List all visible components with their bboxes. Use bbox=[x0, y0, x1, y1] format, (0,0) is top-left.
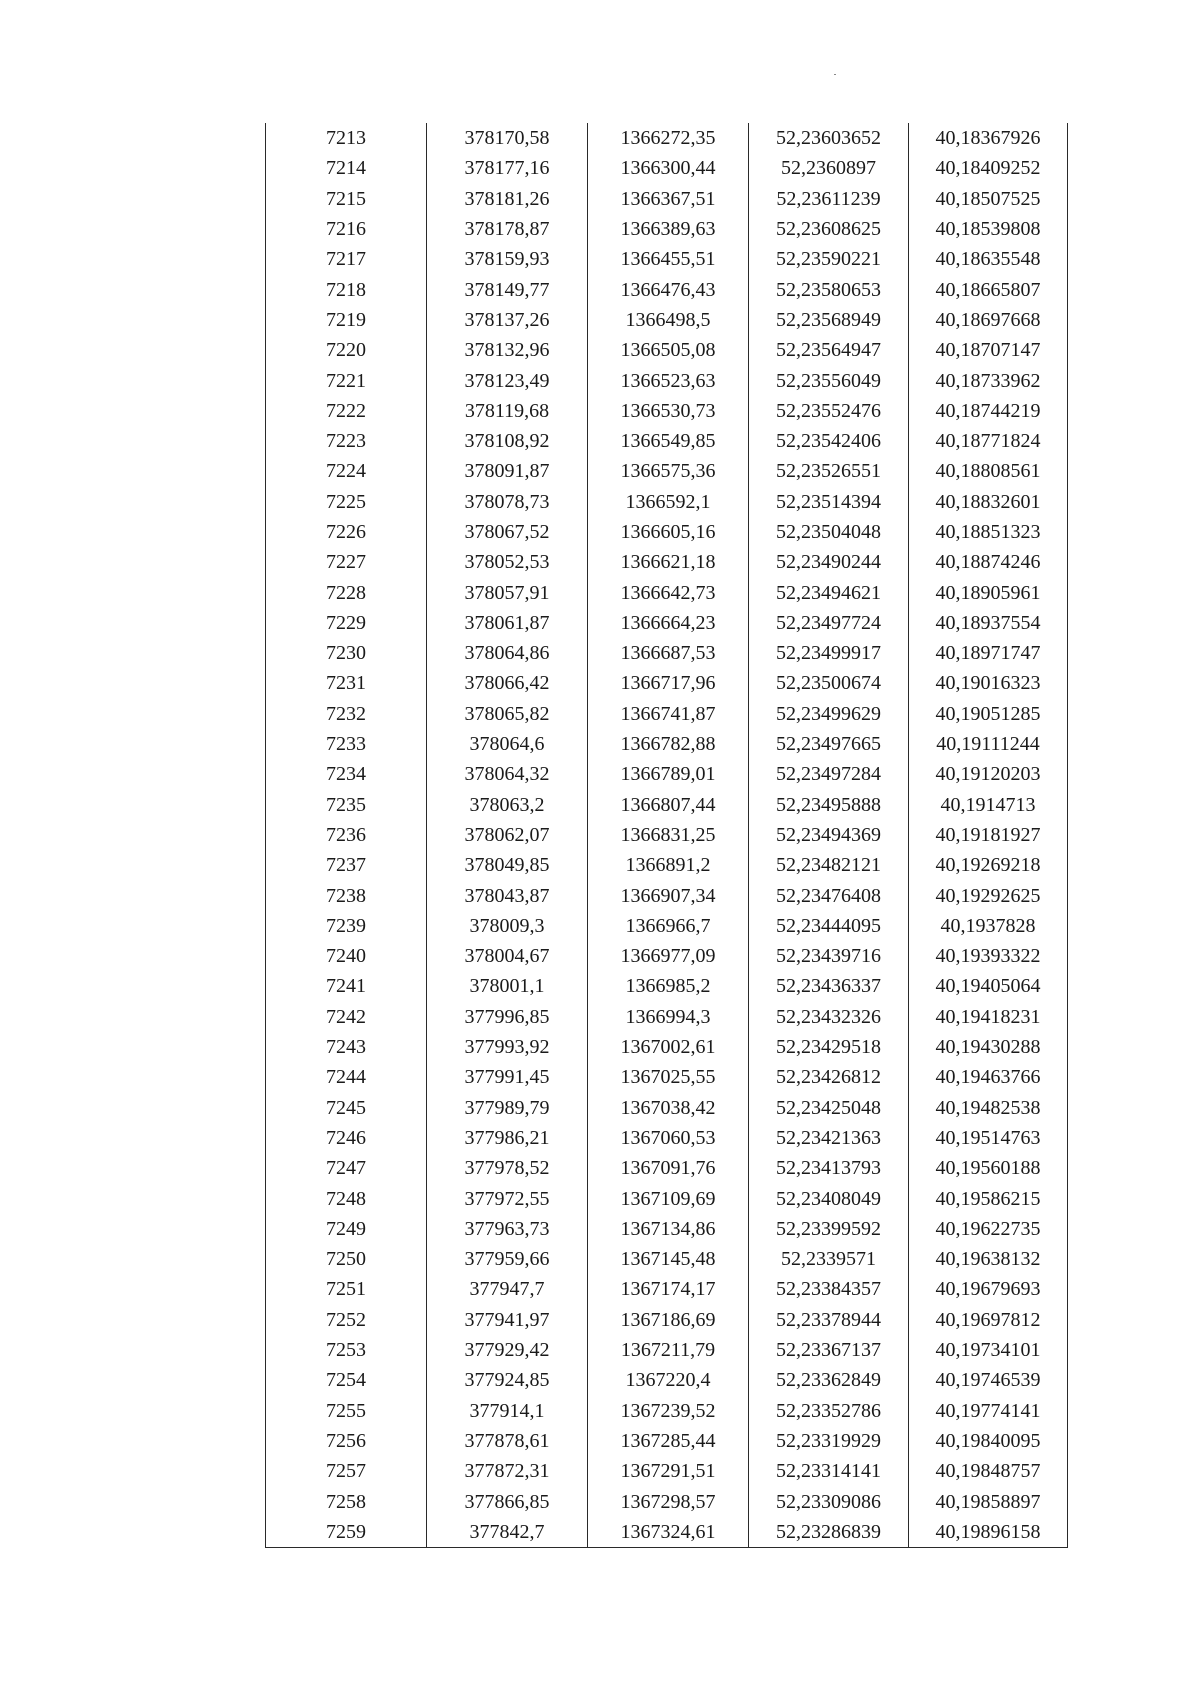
table-row bbox=[266, 638, 1068, 668]
point-number-cell: 7217 bbox=[266, 244, 427, 274]
point-number-cell: 7248 bbox=[266, 1183, 427, 1213]
x-coordinate-cell: 377941,97 bbox=[427, 1305, 588, 1335]
latitude-cell: 52,23611239 bbox=[749, 184, 909, 214]
point-number-cell: 7221 bbox=[266, 365, 427, 395]
x-coordinate-cell: 378062,07 bbox=[427, 820, 588, 850]
point-number-cell: 7220 bbox=[266, 335, 427, 365]
x-coordinate-cell: 378177,16 bbox=[427, 153, 588, 183]
latitude-cell: 52,2360897 bbox=[749, 153, 909, 183]
y-coordinate-cell: 1366549,85 bbox=[588, 426, 749, 456]
table-row bbox=[266, 1274, 1068, 1304]
table-row bbox=[266, 184, 1068, 214]
longitude-cell: 40,19746539 bbox=[909, 1365, 1068, 1395]
latitude-cell: 52,23580653 bbox=[749, 274, 909, 304]
latitude-cell: 52,23362849 bbox=[749, 1365, 909, 1395]
point-number-cell: 7257 bbox=[266, 1456, 427, 1486]
table-row bbox=[266, 699, 1068, 729]
table-row bbox=[266, 1517, 1068, 1548]
x-coordinate-cell: 378066,42 bbox=[427, 668, 588, 698]
longitude-cell: 40,19840095 bbox=[909, 1426, 1068, 1456]
latitude-cell: 52,23432326 bbox=[749, 1002, 909, 1032]
y-coordinate-cell: 1366807,44 bbox=[588, 790, 749, 820]
table-row bbox=[266, 820, 1068, 850]
y-coordinate-cell: 1367324,61 bbox=[588, 1517, 749, 1548]
latitude-cell: 52,23497665 bbox=[749, 729, 909, 759]
longitude-cell: 40,18851323 bbox=[909, 517, 1068, 547]
table-row bbox=[266, 759, 1068, 789]
table-row bbox=[266, 971, 1068, 1001]
longitude-cell: 40,18832601 bbox=[909, 487, 1068, 517]
point-number-cell: 7222 bbox=[266, 396, 427, 426]
latitude-cell: 52,23413793 bbox=[749, 1153, 909, 1183]
longitude-cell: 40,18937554 bbox=[909, 608, 1068, 638]
longitude-cell: 40,18744219 bbox=[909, 396, 1068, 426]
latitude-cell: 52,23444095 bbox=[749, 911, 909, 941]
point-number-cell: 7224 bbox=[266, 456, 427, 486]
y-coordinate-cell: 1366891,2 bbox=[588, 850, 749, 880]
x-coordinate-cell: 377996,85 bbox=[427, 1002, 588, 1032]
point-number-cell: 7239 bbox=[266, 911, 427, 941]
longitude-cell: 40,18733962 bbox=[909, 365, 1068, 395]
point-number-cell: 7244 bbox=[266, 1062, 427, 1092]
longitude-cell: 40,19514763 bbox=[909, 1123, 1068, 1153]
table-row bbox=[266, 517, 1068, 547]
y-coordinate-cell: 1366907,34 bbox=[588, 880, 749, 910]
y-coordinate-cell: 1366523,63 bbox=[588, 365, 749, 395]
table-row bbox=[266, 1456, 1068, 1486]
table-row bbox=[266, 487, 1068, 517]
y-coordinate-cell: 1366789,01 bbox=[588, 759, 749, 789]
y-coordinate-cell: 1366530,73 bbox=[588, 396, 749, 426]
table-row bbox=[266, 123, 1068, 153]
page-speck bbox=[834, 74, 836, 75]
table-row bbox=[266, 1395, 1068, 1425]
latitude-cell: 52,23608625 bbox=[749, 214, 909, 244]
point-number-cell: 7259 bbox=[266, 1517, 427, 1548]
latitude-cell: 52,23504048 bbox=[749, 517, 909, 547]
table-row bbox=[266, 244, 1068, 274]
table-row bbox=[266, 1093, 1068, 1123]
table-row bbox=[266, 577, 1068, 607]
table-row bbox=[266, 911, 1068, 941]
x-coordinate-cell: 378178,87 bbox=[427, 214, 588, 244]
point-number-cell: 7215 bbox=[266, 184, 427, 214]
table-row bbox=[266, 1153, 1068, 1183]
x-coordinate-cell: 377878,61 bbox=[427, 1426, 588, 1456]
point-number-cell: 7256 bbox=[266, 1426, 427, 1456]
table-row bbox=[266, 274, 1068, 304]
x-coordinate-cell: 378091,87 bbox=[427, 456, 588, 486]
longitude-cell: 40,19051285 bbox=[909, 699, 1068, 729]
table-row bbox=[266, 668, 1068, 698]
x-coordinate-cell: 378132,96 bbox=[427, 335, 588, 365]
longitude-cell: 40,18539808 bbox=[909, 214, 1068, 244]
x-coordinate-cell: 378049,85 bbox=[427, 850, 588, 880]
table-row bbox=[266, 1426, 1068, 1456]
point-number-cell: 7242 bbox=[266, 1002, 427, 1032]
x-coordinate-cell: 377993,92 bbox=[427, 1032, 588, 1062]
point-number-cell: 7246 bbox=[266, 1123, 427, 1153]
point-number-cell: 7251 bbox=[266, 1274, 427, 1304]
y-coordinate-cell: 1366476,43 bbox=[588, 274, 749, 304]
x-coordinate-cell: 378108,92 bbox=[427, 426, 588, 456]
longitude-cell: 40,19292625 bbox=[909, 880, 1068, 910]
latitude-cell: 52,23352786 bbox=[749, 1395, 909, 1425]
latitude-cell: 52,23497724 bbox=[749, 608, 909, 638]
y-coordinate-cell: 1367285,44 bbox=[588, 1426, 749, 1456]
y-coordinate-cell: 1366621,18 bbox=[588, 547, 749, 577]
point-number-cell: 7254 bbox=[266, 1365, 427, 1395]
y-coordinate-cell: 1366985,2 bbox=[588, 971, 749, 1001]
point-number-cell: 7216 bbox=[266, 214, 427, 244]
latitude-cell: 52,23436337 bbox=[749, 971, 909, 1001]
longitude-cell: 40,18697668 bbox=[909, 305, 1068, 335]
point-number-cell: 7218 bbox=[266, 274, 427, 304]
longitude-cell: 40,19586215 bbox=[909, 1183, 1068, 1213]
longitude-cell: 40,18905961 bbox=[909, 577, 1068, 607]
latitude-cell: 52,23429518 bbox=[749, 1032, 909, 1062]
latitude-cell: 52,23564947 bbox=[749, 335, 909, 365]
point-number-cell: 7252 bbox=[266, 1305, 427, 1335]
point-number-cell: 7255 bbox=[266, 1395, 427, 1425]
coordinates-table bbox=[265, 123, 1068, 1548]
longitude-cell: 40,19269218 bbox=[909, 850, 1068, 880]
longitude-cell: 40,18808561 bbox=[909, 456, 1068, 486]
longitude-cell: 40,18635548 bbox=[909, 244, 1068, 274]
longitude-cell: 40,19430288 bbox=[909, 1032, 1068, 1062]
y-coordinate-cell: 1367025,55 bbox=[588, 1062, 749, 1092]
point-number-cell: 7238 bbox=[266, 880, 427, 910]
y-coordinate-cell: 1366367,51 bbox=[588, 184, 749, 214]
point-number-cell: 7219 bbox=[266, 305, 427, 335]
latitude-cell: 52,23542406 bbox=[749, 426, 909, 456]
longitude-cell: 40,18665807 bbox=[909, 274, 1068, 304]
x-coordinate-cell: 377978,52 bbox=[427, 1153, 588, 1183]
point-number-cell: 7228 bbox=[266, 577, 427, 607]
longitude-cell: 40,19679693 bbox=[909, 1274, 1068, 1304]
longitude-cell: 40,19622735 bbox=[909, 1214, 1068, 1244]
table-row bbox=[266, 365, 1068, 395]
x-coordinate-cell: 378123,49 bbox=[427, 365, 588, 395]
table-row bbox=[266, 1335, 1068, 1365]
y-coordinate-cell: 1366505,08 bbox=[588, 335, 749, 365]
latitude-cell: 52,23499917 bbox=[749, 638, 909, 668]
table-row bbox=[266, 456, 1068, 486]
latitude-cell: 52,23378944 bbox=[749, 1305, 909, 1335]
y-coordinate-cell: 1367145,48 bbox=[588, 1244, 749, 1274]
longitude-cell: 40,19858897 bbox=[909, 1486, 1068, 1516]
latitude-cell: 52,23490244 bbox=[749, 547, 909, 577]
latitude-cell: 52,23384357 bbox=[749, 1274, 909, 1304]
y-coordinate-cell: 1367291,51 bbox=[588, 1456, 749, 1486]
x-coordinate-cell: 377914,1 bbox=[427, 1395, 588, 1425]
table-row bbox=[266, 850, 1068, 880]
y-coordinate-cell: 1366782,88 bbox=[588, 729, 749, 759]
x-coordinate-cell: 377986,21 bbox=[427, 1123, 588, 1153]
y-coordinate-cell: 1366717,96 bbox=[588, 668, 749, 698]
latitude-cell: 52,23494369 bbox=[749, 820, 909, 850]
table-row bbox=[266, 1062, 1068, 1092]
x-coordinate-cell: 378170,58 bbox=[427, 123, 588, 153]
x-coordinate-cell: 378001,1 bbox=[427, 971, 588, 1001]
x-coordinate-cell: 378064,86 bbox=[427, 638, 588, 668]
x-coordinate-cell: 378065,82 bbox=[427, 699, 588, 729]
y-coordinate-cell: 1366389,63 bbox=[588, 214, 749, 244]
x-coordinate-cell: 378119,68 bbox=[427, 396, 588, 426]
point-number-cell: 7249 bbox=[266, 1214, 427, 1244]
table-row bbox=[266, 214, 1068, 244]
point-number-cell: 7214 bbox=[266, 153, 427, 183]
y-coordinate-cell: 1366687,53 bbox=[588, 638, 749, 668]
y-coordinate-cell: 1367239,52 bbox=[588, 1395, 749, 1425]
y-coordinate-cell: 1366575,36 bbox=[588, 456, 749, 486]
longitude-cell: 40,1914713 bbox=[909, 790, 1068, 820]
x-coordinate-cell: 377842,7 bbox=[427, 1517, 588, 1548]
y-coordinate-cell: 1366741,87 bbox=[588, 699, 749, 729]
latitude-cell: 52,23497284 bbox=[749, 759, 909, 789]
table-row bbox=[266, 305, 1068, 335]
y-coordinate-cell: 1367109,69 bbox=[588, 1183, 749, 1213]
point-number-cell: 7231 bbox=[266, 668, 427, 698]
y-coordinate-cell: 1366966,7 bbox=[588, 911, 749, 941]
latitude-cell: 52,23568949 bbox=[749, 305, 909, 335]
longitude-cell: 40,19111244 bbox=[909, 729, 1068, 759]
table-row bbox=[266, 1032, 1068, 1062]
x-coordinate-cell: 377866,85 bbox=[427, 1486, 588, 1516]
latitude-cell: 52,23500674 bbox=[749, 668, 909, 698]
x-coordinate-cell: 378159,93 bbox=[427, 244, 588, 274]
x-coordinate-cell: 378064,6 bbox=[427, 729, 588, 759]
x-coordinate-cell: 377959,66 bbox=[427, 1244, 588, 1274]
longitude-cell: 40,19181927 bbox=[909, 820, 1068, 850]
latitude-cell: 52,23590221 bbox=[749, 244, 909, 274]
y-coordinate-cell: 1366272,35 bbox=[588, 123, 749, 153]
y-coordinate-cell: 1366642,73 bbox=[588, 577, 749, 607]
longitude-cell: 40,19463766 bbox=[909, 1062, 1068, 1092]
x-coordinate-cell: 378078,73 bbox=[427, 487, 588, 517]
point-number-cell: 7235 bbox=[266, 790, 427, 820]
x-coordinate-cell: 377989,79 bbox=[427, 1093, 588, 1123]
x-coordinate-cell: 378063,2 bbox=[427, 790, 588, 820]
table-row bbox=[266, 426, 1068, 456]
x-coordinate-cell: 377972,55 bbox=[427, 1183, 588, 1213]
x-coordinate-cell: 377929,42 bbox=[427, 1335, 588, 1365]
latitude-cell: 52,23482121 bbox=[749, 850, 909, 880]
x-coordinate-cell: 378067,52 bbox=[427, 517, 588, 547]
table-row bbox=[266, 1365, 1068, 1395]
longitude-cell: 40,19393322 bbox=[909, 941, 1068, 971]
x-coordinate-cell: 378004,67 bbox=[427, 941, 588, 971]
latitude-cell: 52,23514394 bbox=[749, 487, 909, 517]
latitude-cell: 52,23286839 bbox=[749, 1517, 909, 1548]
point-number-cell: 7225 bbox=[266, 487, 427, 517]
longitude-cell: 40,1937828 bbox=[909, 911, 1068, 941]
latitude-cell: 52,23439716 bbox=[749, 941, 909, 971]
y-coordinate-cell: 1366592,1 bbox=[588, 487, 749, 517]
table-row bbox=[266, 1002, 1068, 1032]
point-number-cell: 7237 bbox=[266, 850, 427, 880]
y-coordinate-cell: 1367038,42 bbox=[588, 1093, 749, 1123]
y-coordinate-cell: 1367298,57 bbox=[588, 1486, 749, 1516]
point-number-cell: 7236 bbox=[266, 820, 427, 850]
point-number-cell: 7253 bbox=[266, 1335, 427, 1365]
latitude-cell: 52,2339571 bbox=[749, 1244, 909, 1274]
y-coordinate-cell: 1366498,5 bbox=[588, 305, 749, 335]
x-coordinate-cell: 377947,7 bbox=[427, 1274, 588, 1304]
longitude-cell: 40,18367926 bbox=[909, 123, 1068, 153]
x-coordinate-cell: 377963,73 bbox=[427, 1214, 588, 1244]
point-number-cell: 7233 bbox=[266, 729, 427, 759]
longitude-cell: 40,19418231 bbox=[909, 1002, 1068, 1032]
latitude-cell: 52,23426812 bbox=[749, 1062, 909, 1092]
latitude-cell: 52,23421363 bbox=[749, 1123, 909, 1153]
latitude-cell: 52,23494621 bbox=[749, 577, 909, 607]
latitude-cell: 52,23319929 bbox=[749, 1426, 909, 1456]
point-number-cell: 7240 bbox=[266, 941, 427, 971]
table-row bbox=[266, 335, 1068, 365]
longitude-cell: 40,19482538 bbox=[909, 1093, 1068, 1123]
point-number-cell: 7223 bbox=[266, 426, 427, 456]
latitude-cell: 52,23476408 bbox=[749, 880, 909, 910]
table-row bbox=[266, 729, 1068, 759]
latitude-cell: 52,23314141 bbox=[749, 1456, 909, 1486]
latitude-cell: 52,23526551 bbox=[749, 456, 909, 486]
y-coordinate-cell: 1367002,61 bbox=[588, 1032, 749, 1062]
point-number-cell: 7232 bbox=[266, 699, 427, 729]
point-number-cell: 7258 bbox=[266, 1486, 427, 1516]
y-coordinate-cell: 1367134,86 bbox=[588, 1214, 749, 1244]
latitude-cell: 52,23425048 bbox=[749, 1093, 909, 1123]
point-number-cell: 7226 bbox=[266, 517, 427, 547]
table-row bbox=[266, 1486, 1068, 1516]
table-row bbox=[266, 1123, 1068, 1153]
longitude-cell: 40,18707147 bbox=[909, 335, 1068, 365]
table-row bbox=[266, 1183, 1068, 1213]
latitude-cell: 52,23556049 bbox=[749, 365, 909, 395]
longitude-cell: 40,18874246 bbox=[909, 547, 1068, 577]
y-coordinate-cell: 1366977,09 bbox=[588, 941, 749, 971]
longitude-cell: 40,18507525 bbox=[909, 184, 1068, 214]
longitude-cell: 40,19896158 bbox=[909, 1517, 1068, 1548]
longitude-cell: 40,18971747 bbox=[909, 638, 1068, 668]
y-coordinate-cell: 1367091,76 bbox=[588, 1153, 749, 1183]
latitude-cell: 52,23367137 bbox=[749, 1335, 909, 1365]
x-coordinate-cell: 378061,87 bbox=[427, 608, 588, 638]
longitude-cell: 40,19848757 bbox=[909, 1456, 1068, 1486]
table-row bbox=[266, 880, 1068, 910]
x-coordinate-cell: 377872,31 bbox=[427, 1456, 588, 1486]
longitude-cell: 40,19697812 bbox=[909, 1305, 1068, 1335]
point-number-cell: 7234 bbox=[266, 759, 427, 789]
y-coordinate-cell: 1367186,69 bbox=[588, 1305, 749, 1335]
longitude-cell: 40,19734101 bbox=[909, 1335, 1068, 1365]
longitude-cell: 40,19405064 bbox=[909, 971, 1068, 1001]
x-coordinate-cell: 378043,87 bbox=[427, 880, 588, 910]
x-coordinate-cell: 378009,3 bbox=[427, 911, 588, 941]
latitude-cell: 52,23499629 bbox=[749, 699, 909, 729]
latitude-cell: 52,23552476 bbox=[749, 396, 909, 426]
y-coordinate-cell: 1366455,51 bbox=[588, 244, 749, 274]
table-row bbox=[266, 790, 1068, 820]
y-coordinate-cell: 1366664,23 bbox=[588, 608, 749, 638]
point-number-cell: 7243 bbox=[266, 1032, 427, 1062]
x-coordinate-cell: 377991,45 bbox=[427, 1062, 588, 1092]
y-coordinate-cell: 1366831,25 bbox=[588, 820, 749, 850]
latitude-cell: 52,23408049 bbox=[749, 1183, 909, 1213]
longitude-cell: 40,19120203 bbox=[909, 759, 1068, 789]
x-coordinate-cell: 378149,77 bbox=[427, 274, 588, 304]
longitude-cell: 40,19560188 bbox=[909, 1153, 1068, 1183]
y-coordinate-cell: 1366994,3 bbox=[588, 1002, 749, 1032]
y-coordinate-cell: 1367220,4 bbox=[588, 1365, 749, 1395]
longitude-cell: 40,18771824 bbox=[909, 426, 1068, 456]
longitude-cell: 40,18409252 bbox=[909, 153, 1068, 183]
table-row bbox=[266, 153, 1068, 183]
x-coordinate-cell: 377924,85 bbox=[427, 1365, 588, 1395]
table-row bbox=[266, 1214, 1068, 1244]
table-row bbox=[266, 1305, 1068, 1335]
x-coordinate-cell: 378052,53 bbox=[427, 547, 588, 577]
y-coordinate-cell: 1367174,17 bbox=[588, 1274, 749, 1304]
latitude-cell: 52,23495888 bbox=[749, 790, 909, 820]
point-number-cell: 7247 bbox=[266, 1153, 427, 1183]
x-coordinate-cell: 378181,26 bbox=[427, 184, 588, 214]
y-coordinate-cell: 1366300,44 bbox=[588, 153, 749, 183]
latitude-cell: 52,23399592 bbox=[749, 1214, 909, 1244]
x-coordinate-cell: 378057,91 bbox=[427, 577, 588, 607]
y-coordinate-cell: 1366605,16 bbox=[588, 517, 749, 547]
point-number-cell: 7229 bbox=[266, 608, 427, 638]
latitude-cell: 52,23603652 bbox=[749, 123, 909, 153]
point-number-cell: 7230 bbox=[266, 638, 427, 668]
x-coordinate-cell: 378064,32 bbox=[427, 759, 588, 789]
point-number-cell: 7213 bbox=[266, 123, 427, 153]
point-number-cell: 7245 bbox=[266, 1093, 427, 1123]
x-coordinate-cell: 378137,26 bbox=[427, 305, 588, 335]
table-row bbox=[266, 608, 1068, 638]
longitude-cell: 40,19638132 bbox=[909, 1244, 1068, 1274]
longitude-cell: 40,19016323 bbox=[909, 668, 1068, 698]
longitude-cell: 40,19774141 bbox=[909, 1395, 1068, 1425]
table-row bbox=[266, 547, 1068, 577]
point-number-cell: 7250 bbox=[266, 1244, 427, 1274]
table-row bbox=[266, 941, 1068, 971]
y-coordinate-cell: 1367211,79 bbox=[588, 1335, 749, 1365]
table-row bbox=[266, 396, 1068, 426]
point-number-cell: 7241 bbox=[266, 971, 427, 1001]
latitude-cell: 52,23309086 bbox=[749, 1486, 909, 1516]
coordinates-table-body bbox=[266, 123, 1068, 1547]
point-number-cell: 7227 bbox=[266, 547, 427, 577]
y-coordinate-cell: 1367060,53 bbox=[588, 1123, 749, 1153]
table-row bbox=[266, 1244, 1068, 1274]
